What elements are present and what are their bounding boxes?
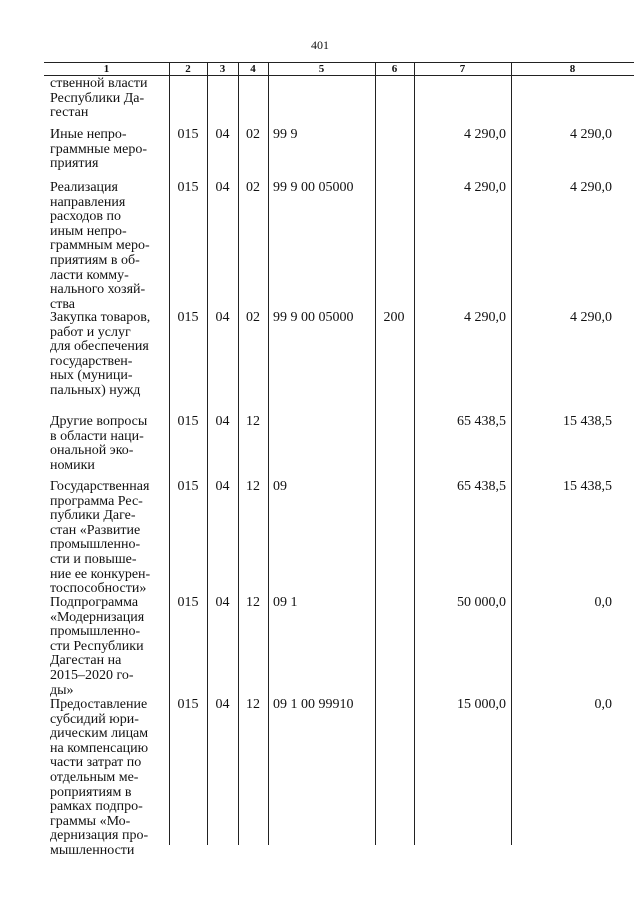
- row-name-line: «Модернизация: [50, 609, 145, 625]
- row-cell-c7: 4 290,0: [464, 127, 506, 142]
- column-divider: [511, 62, 512, 845]
- row-name-line: ние ее конкурен-: [50, 566, 151, 582]
- row-cell-c8: 4 290,0: [570, 180, 612, 195]
- budget-table: [44, 62, 634, 858]
- row-name-line: в области наци-: [50, 428, 144, 444]
- row-cell-c4: 12: [246, 479, 260, 494]
- row-cell-c5: 99 9 00 05000: [273, 180, 354, 195]
- row-cell-c4: 02: [246, 180, 260, 195]
- row-cell-c2: 015: [177, 414, 199, 429]
- row-cell-c2: 015: [177, 310, 199, 325]
- row-name-line: приятия: [50, 156, 99, 172]
- row-cell-c7: 4 290,0: [464, 310, 506, 325]
- column-header-1: 1: [103, 63, 110, 75]
- column-divider: [207, 62, 208, 845]
- row-name-line: Подпрограмма: [50, 595, 139, 610]
- column-divider: [238, 62, 239, 845]
- row-cell-c3: 04: [215, 414, 230, 429]
- row-cell-c6: 200: [383, 310, 405, 325]
- row-name-line: роприятиям в: [50, 784, 132, 800]
- row-cell-c2: 015: [177, 595, 199, 610]
- row-name-line: Реализация: [50, 180, 118, 195]
- row-name-line: приятиям в об-: [50, 252, 140, 268]
- row-name: [50, 181, 168, 312]
- column-divider: [375, 62, 376, 845]
- row-cell-c7: 4 290,0: [464, 180, 506, 195]
- page-number: 401: [311, 38, 329, 52]
- row-cell-c7: 65 438,5: [457, 414, 506, 429]
- row-cell-c3: 04: [215, 697, 230, 712]
- row-name-line: промышленно-: [50, 537, 141, 553]
- row-name-line: государствен-: [50, 353, 133, 369]
- row-cell-c5: 09 1 00 99910: [273, 697, 354, 712]
- row-name-line: ды»: [50, 682, 74, 698]
- row-cell-c8: 0,0: [594, 595, 612, 610]
- row-cell-c5: 09 1: [273, 595, 298, 610]
- row-name-line: ства: [50, 296, 75, 312]
- row-name-line: программа Рес-: [50, 493, 143, 509]
- row-cell-c7: 65 438,5: [457, 479, 506, 494]
- row-name-line: номики: [50, 457, 95, 473]
- row-cell-c2: 015: [177, 479, 199, 494]
- row-name-line: Закупка товаров,: [50, 310, 151, 325]
- row-cell-c4: 02: [246, 127, 260, 142]
- row-name-line: субсидий юри-: [50, 711, 139, 727]
- row-name-line: тоспособности»: [50, 581, 147, 597]
- row-name-line: публики Даге-: [50, 508, 136, 524]
- row-cell-c8: 15 438,5: [563, 479, 612, 494]
- row-cell-c3: 04: [215, 479, 230, 494]
- row-cell-c8: 0,0: [594, 697, 612, 712]
- row-name-line: работ и услуг: [50, 324, 131, 340]
- row-name-line: 2015–2020 го-: [50, 667, 134, 683]
- row-cell-c4: 12: [246, 595, 260, 610]
- row-name-line: гестан: [50, 105, 89, 121]
- row-cell-c8: 4 290,0: [570, 127, 612, 142]
- row-name-line: Дагестан на: [50, 653, 122, 669]
- row-name: [50, 128, 168, 172]
- column-header-3: 3: [219, 63, 226, 75]
- row-cell-c3: 04: [215, 310, 230, 325]
- row-name-line: сти и повыше-: [50, 551, 137, 567]
- row-cell-c2: 015: [177, 697, 199, 712]
- row-name: [50, 311, 168, 399]
- row-name-line: нального хозяй-: [50, 282, 146, 298]
- row-name-line: направления: [50, 194, 126, 210]
- row-cell-c3: 04: [215, 127, 230, 142]
- row-cell-c5: 99 9: [273, 127, 298, 142]
- row-cell-c3: 04: [215, 180, 230, 195]
- row-name-line: ласти комму-: [50, 267, 129, 283]
- row-name-line: граммным меро-: [50, 238, 150, 254]
- row-name-line: части затрат по: [50, 755, 142, 771]
- row-name-line: дернизация про-: [50, 828, 149, 844]
- row-cell-c4: 02: [246, 310, 260, 325]
- row-cell-c4: 12: [246, 697, 260, 712]
- column-header-5: 5: [318, 63, 325, 75]
- row-cell-c8: 15 438,5: [563, 414, 612, 429]
- row-name-line: сти Республики: [50, 638, 144, 654]
- column-header-7: 7: [459, 63, 466, 75]
- row-name-line: Другие вопросы: [50, 414, 148, 429]
- column-divider: [414, 62, 415, 845]
- row-name-line: граммы «Мо-: [50, 813, 131, 829]
- row-name: [50, 596, 168, 698]
- row-name-line: рамках подпро-: [50, 799, 143, 815]
- column-header-6: 6: [391, 63, 398, 75]
- column-divider: [169, 62, 170, 845]
- row-name-line: ных (муници-: [50, 368, 133, 384]
- row-cell-c2: 015: [177, 180, 199, 195]
- row-cell-c5: 09: [273, 479, 287, 494]
- column-header-4: 4: [250, 63, 256, 75]
- row-cell-c5: 99 9 00 05000: [273, 310, 354, 325]
- row-cell-c7: 50 000,0: [457, 595, 506, 610]
- row-name-line: Иные непро-: [50, 127, 127, 142]
- column-header-2: 2: [185, 63, 191, 75]
- row-name-line: Государственная: [50, 479, 150, 494]
- row-name-line: Республики Да-: [50, 90, 145, 106]
- row-name-line: промышленно-: [50, 624, 141, 640]
- row-name-line: пальных) нужд: [50, 382, 141, 398]
- row-cell-c3: 04: [215, 595, 230, 610]
- row-name: [50, 415, 168, 473]
- row-name-line: стан «Развитие: [50, 522, 141, 538]
- row-name-line: граммные меро-: [50, 141, 148, 157]
- row-cell-c4: 12: [246, 414, 260, 429]
- row-name: [50, 480, 168, 597]
- row-name-line: для обеспечения: [50, 339, 149, 355]
- row-name-line: Предоставление: [50, 697, 148, 712]
- row-name-line: расходов по: [50, 209, 122, 225]
- row-name-line: отдельным ме-: [50, 769, 139, 785]
- row-name-line: иным непро-: [50, 223, 127, 239]
- row-name: [50, 698, 168, 859]
- column-divider: [268, 62, 269, 845]
- row-cell-c8: 4 290,0: [570, 310, 612, 325]
- column-header-8: 8: [569, 63, 576, 75]
- row-cell-c2: 015: [177, 127, 199, 142]
- row-name-line: ственной власти: [50, 76, 148, 91]
- row-name-line: ональной эко-: [50, 443, 134, 459]
- row-cell-c7: 15 000,0: [457, 697, 506, 712]
- row-name-line: дическим лицам: [50, 726, 149, 742]
- row-name-line: мышленности: [50, 842, 135, 858]
- row-name-line: на компенсацию: [50, 740, 149, 756]
- row-name: [50, 77, 168, 121]
